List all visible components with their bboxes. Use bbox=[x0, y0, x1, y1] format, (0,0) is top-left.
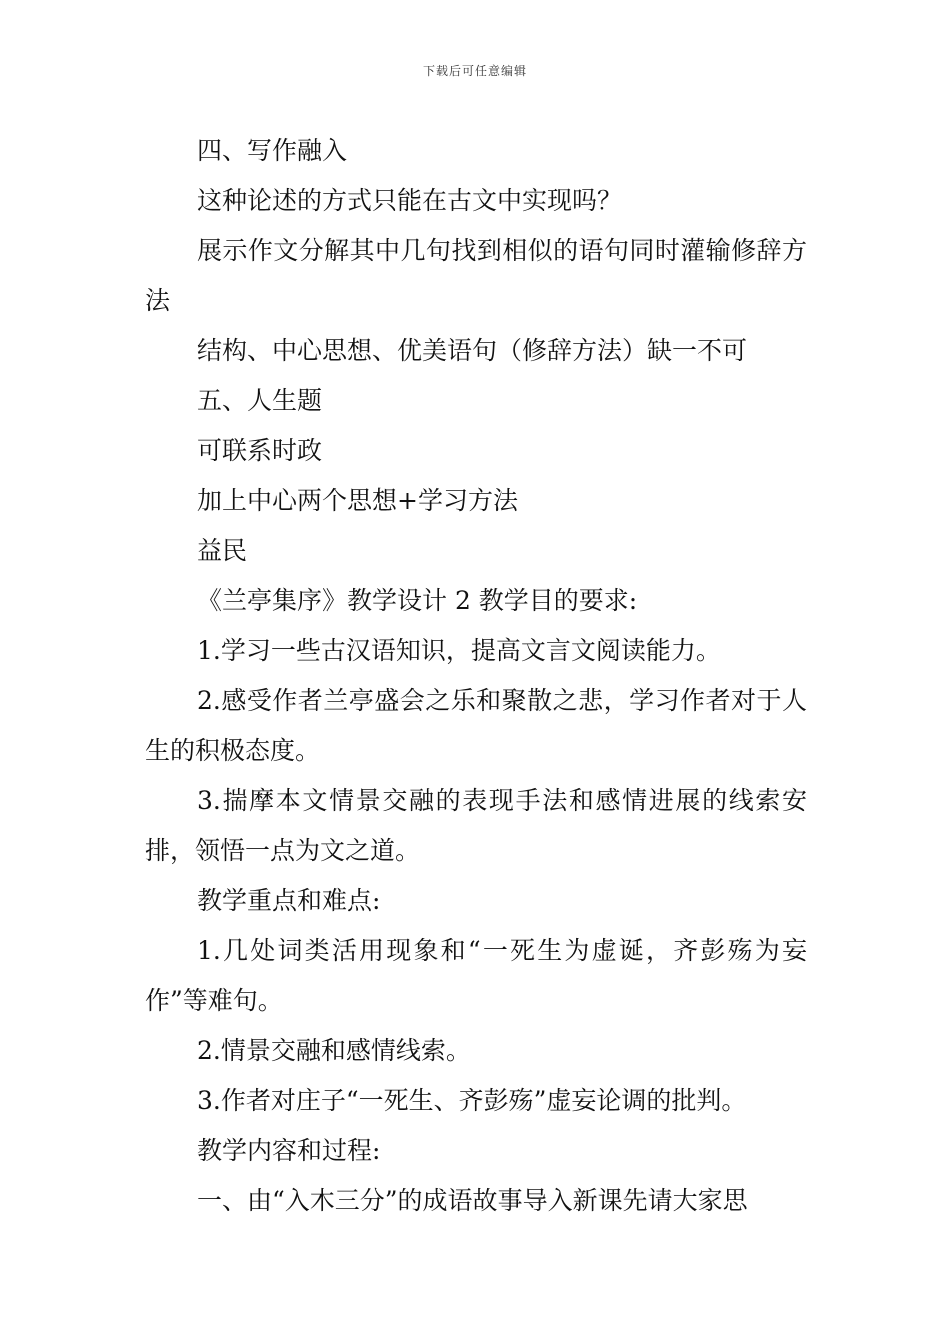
paragraph: 结构、中心思想、优美语句（修辞方法）缺一不可 bbox=[197, 336, 748, 365]
paragraph-key-point-2: 2.情景交融和感情线索。 bbox=[197, 1036, 471, 1065]
paragraph-key-point-3: 3.作者对庄子“一死生、齐彭殇”虚妄论调的批判。 bbox=[197, 1086, 747, 1115]
document-body bbox=[145, 126, 807, 1226]
paragraph: 展示作文分解其中几句找到相似的语句同时灌输修辞方法 bbox=[145, 236, 807, 315]
paragraph-objective-2: 2.感受作者兰亭盛会之乐和聚散之悲，学习作者对于人生的积极态度。 bbox=[145, 686, 807, 765]
paragraph-lesson-title: 《兰亭集序》教学设计 2 教学目的要求: bbox=[197, 586, 638, 615]
page-header: 下载后可任意编辑 bbox=[422, 64, 527, 78]
paragraph: 加上中心两个思想+学习方法 bbox=[197, 486, 518, 515]
paragraph-key-points-heading: 教学重点和难点: bbox=[197, 886, 381, 915]
paragraph: 这种论述的方式只能在古文中实现吗？ bbox=[197, 186, 623, 215]
paragraph-key-point-1: 1.几处词类活用现象和“一死生为虚诞，齐彭殇为妄作”等难句。 bbox=[145, 936, 807, 1015]
paragraph-objective-1: 1.学习一些古汉语知识，提高文言文阅读能力。 bbox=[197, 636, 721, 665]
paragraph: 益民 bbox=[197, 536, 248, 565]
paragraph-section-five-heading: 五、人生题 bbox=[197, 386, 323, 415]
paragraph: 可联系时政 bbox=[197, 436, 323, 465]
paragraph-step-1: 一、由“入木三分”的成语故事导入新课先请大家思 bbox=[197, 1186, 748, 1215]
paragraph-content-heading: 教学内容和过程: bbox=[197, 1136, 381, 1165]
paragraph-section-four-heading: 四、写作融入 bbox=[197, 136, 348, 165]
paragraph-objective-3: 3.揣摩本文情景交融的表现手法和感情进展的线索安排，领悟一点为文之道。 bbox=[145, 786, 807, 865]
